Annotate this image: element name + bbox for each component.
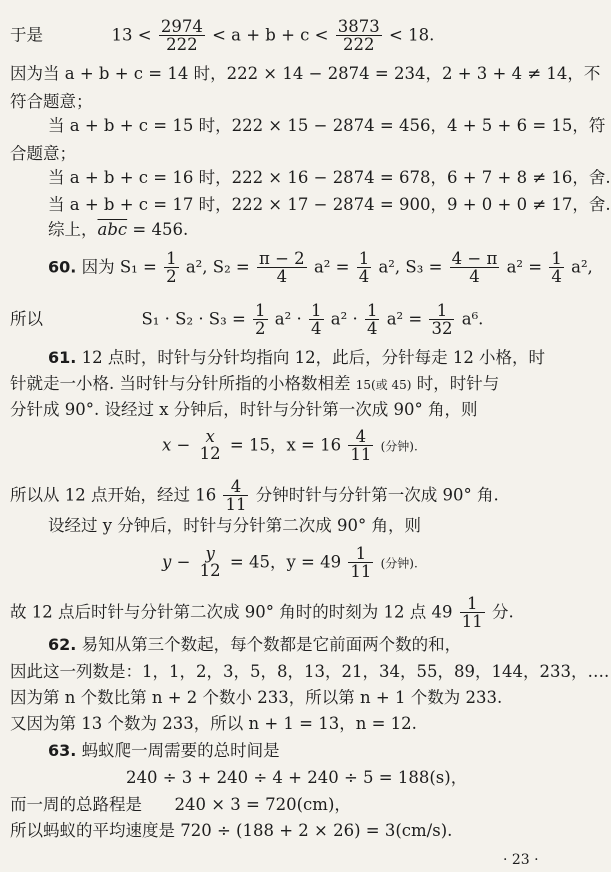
problem-61-line1: 61. 12 点时，时针与分针均指向 12，此后，分针每走 12 小格，时 (48, 348, 546, 367)
fraction: $\frac{3873}{222}$ (337, 17, 380, 55)
problem-60-line2: 所以 S₁ · S₂ · S₃ = $\frac{1}{2}$ a² · $\frac{1}{4}$ a² · $\frac{1}{4}$ a² = $\frac{1}{32}$ a⁶. (10, 301, 484, 339)
text-line: 于是 (10, 25, 43, 45)
text-line: 针就走一小格. 当时针与分针所指的小格数相差 15(或 45) 时，时针与 (10, 374, 500, 393)
problem-63-line1: 63. 蚂蚁爬一周需要的总时间是 (48, 741, 280, 760)
text-line: 当 a + b + c = 17 时，222 × 17 − 2874 = 900，9 + 0 + 0 ≠ 17，舍. (48, 195, 611, 214)
text-line: 而一周的总路程是 240 × 3 = 720(cm)， (10, 795, 351, 814)
text-line: 又因为第 13 个数为 233，所以 n + 1 = 13，n = 12. (10, 714, 417, 733)
text-line: 因为当 a + b + c = 14 时，222 × 14 − 2874 = 234，2 + 3 + 4 ≠ 14，不 (10, 64, 601, 83)
math-text: 13 < (111, 25, 152, 45)
problem-62-line1: 62. 易知从第三个数起，每个数都是它前面两个数的和， (48, 635, 462, 654)
problem-number: 63. (48, 741, 77, 760)
problem-number: 62. (48, 635, 77, 654)
fraction: $\frac{2974}{222}$ (160, 17, 203, 55)
text-line: 分针成 90°. 设经过 x 分钟后，时针与分针第一次成 90° 角，则 (10, 400, 478, 419)
text-line: 当 a + b + c = 15 时，222 × 15 − 2874 = 456，4 + 5 + 6 = 15，符 (48, 116, 606, 135)
page-number: · 23 · (503, 852, 539, 868)
text-line: 所以蚂蚁的平均速度是 720 ÷ (188 + 2 × 26) = 3(cm/s). (10, 821, 453, 840)
problem-number: 60. (48, 257, 77, 277)
text-line: 因为第 n 个数比第 n + 2 个数小 233，所以第 n + 1 个数为 233. (10, 688, 503, 707)
text-line: 所以从 12 点开始，经过 16 $\frac{4}{11}$ 分钟时针与分针第一次成 90° 角. (10, 477, 499, 515)
text-line: 因此这一列数是：1，1，2，3，5，8，13，21，34，55，89，144，233，…. (10, 662, 610, 681)
math-text: < a + b + c < (212, 25, 329, 45)
math-text: < 18. (389, 25, 435, 45)
text-line: 综上，$\overline{abc} = 456$. (48, 220, 189, 239)
text-line: 故 12 点后时针与分针第二次成 90° 角时的时刻为 12 点 49 $\frac{1}{11}$ 分. (10, 594, 514, 632)
text-line: 符合题意； (10, 92, 93, 111)
text-line: 当 a + b + c = 16 时，222 × 16 − 2874 = 678，6 + 7 + 8 ≠ 16，舍. (48, 168, 611, 187)
text-line: 合题意； (10, 144, 76, 163)
equation: y − y 12 = 45，y = 49 $\frac{1}{11}$ (分钟). (162, 543, 418, 582)
problem-number: 61. (48, 348, 77, 367)
equation: x − x 12 = 15，x = 16 $\frac{4}{11}$ (分钟). (162, 426, 418, 465)
problem-60-line1: 60. 因为 S₁ = $\frac{1}{2}$ a², S₂ = $\frac{\pi - 2}{4}$ a² = $\frac{1}{4}$ a², S₃ = $\frac{4 - \pi}{4}$ a² = $\frac{1}{4}$ a², (48, 249, 593, 287)
equation: 240 ÷ 3 + 240 ÷ 4 + 240 ÷ 5 = 188(s)， (126, 768, 468, 787)
text-line: 设经过 y 分钟后，时针与分针第二次成 90° 角，则 (48, 516, 422, 535)
